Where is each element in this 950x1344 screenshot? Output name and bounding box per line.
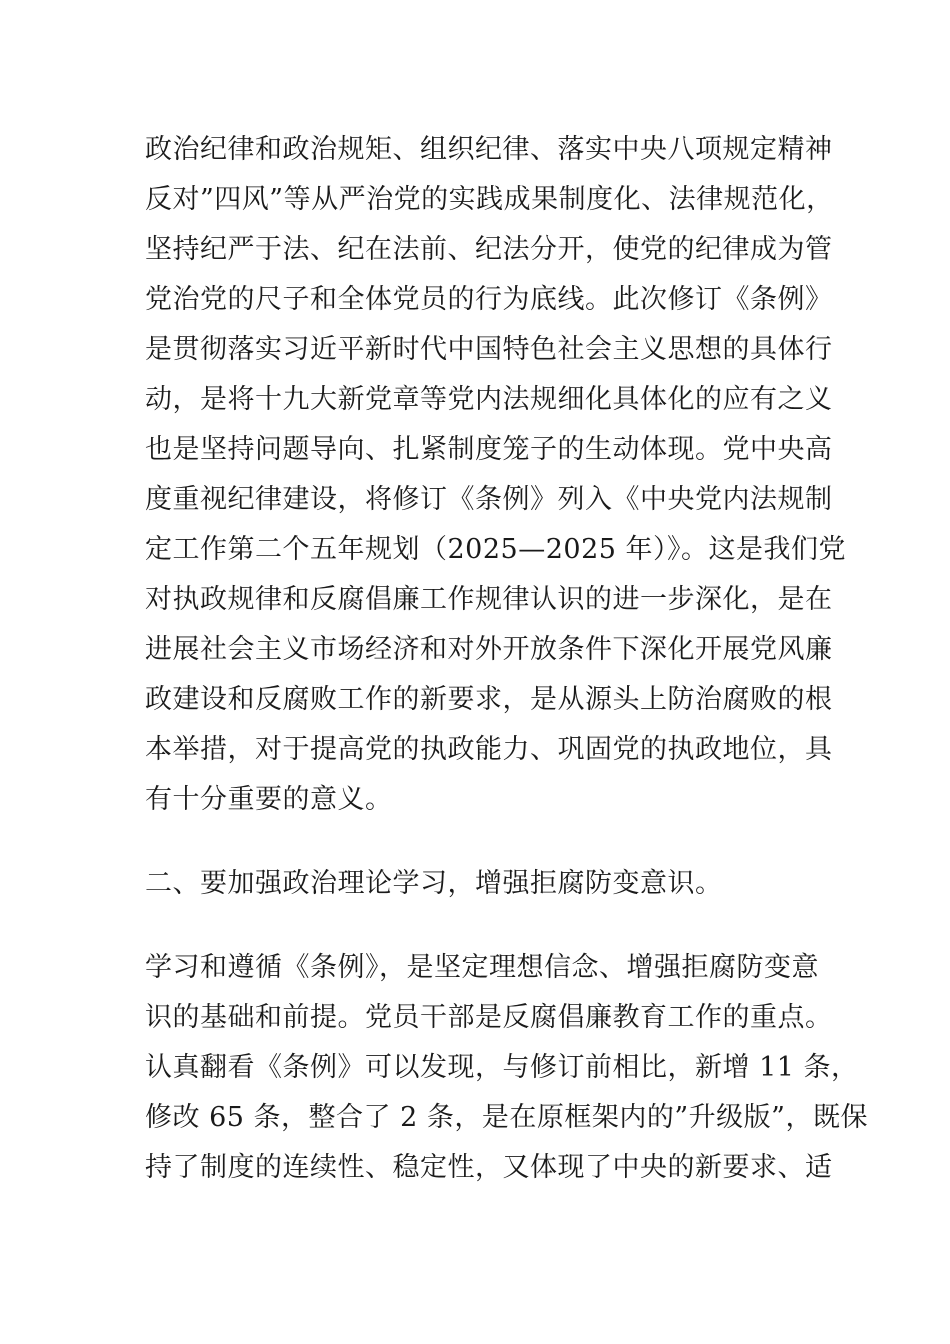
body-text-line: 也是坚持问题导向、扎紧制度笼子的生动体现。党中央高 xyxy=(145,434,833,465)
body-text-line: 党治党的尺子和全体党员的行为底线。此次修订《条例》 xyxy=(145,284,833,315)
body-text-line: 动，是将十九大新党章等党内法规细化具体化的应有之义 xyxy=(145,384,833,415)
body-text-line: 政建设和反腐败工作的新要求，是从源头上防治腐败的根 xyxy=(145,684,833,715)
body-text-line: 学习和遵循《条例》，是坚定理想信念、增强拒腐防变意 xyxy=(145,952,819,983)
body-text-line: 进展社会主义市场经济和对外开放条件下深化开展党风廉 xyxy=(145,634,833,665)
body-text-line: 有十分重要的意义。 xyxy=(145,784,393,815)
body-text-line: 坚持纪严于法、纪在法前、纪法分开，使党的纪律成为管 xyxy=(145,234,833,265)
body-text-line: 反对”四风”等从严治党的实践成果制度化、法律规范化， xyxy=(145,184,834,215)
body-text-line: 对执政规律和反腐倡廉工作规律认识的进一步深化，是在 xyxy=(145,584,833,615)
body-text-line: 政治纪律和政治规矩、组织纪律、落实中央八项规定精神 xyxy=(145,134,833,165)
section-heading: 二、要加强政治理论学习，增强拒腐防变意识。 xyxy=(145,868,723,899)
body-text-line: 本举措，对于提高党的执政能力、巩固党的执政地位，具 xyxy=(145,734,833,765)
body-text-line: 度重视纪律建设，将修订《条例》列入《中央党内法规制 xyxy=(145,484,833,515)
body-text-line: 修改 65 条，整合了 2 条，是在原框架内的”升级版”，既保 xyxy=(145,1102,868,1133)
body-text-line: 认真翻看《条例》可以发现，与修订前相比，新增 11 条， xyxy=(145,1052,859,1083)
body-text-line: 识的基础和前提。党员干部是反腐倡廉教育工作的重点。 xyxy=(145,1002,833,1033)
body-text-line: 是贯彻落实习近平新时代中国特色社会主义思想的具体行 xyxy=(145,334,833,365)
body-text-line: 定工作第二个五年规划（2025—2025 年）》。这是我们党 xyxy=(145,534,847,565)
body-text-line: 持了制度的连续性、稳定性，又体现了中央的新要求、适 xyxy=(145,1152,833,1183)
